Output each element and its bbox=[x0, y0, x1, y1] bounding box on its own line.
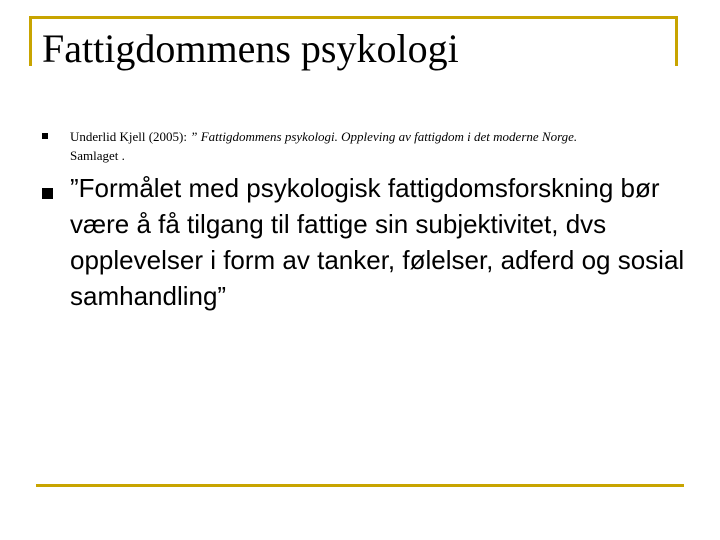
frame-top-line bbox=[29, 16, 678, 19]
frame-right-line bbox=[675, 16, 678, 66]
bullet-square-icon bbox=[42, 133, 48, 139]
frame-bottom-line bbox=[36, 484, 684, 487]
bullet-square-icon bbox=[42, 188, 53, 199]
quote-bullet: ”Formålet med psykologisk fattigdomsforskning bør være å få tilgang til fattige sin subjektivitet, dvs opplevelser i form av tanker, følelser, adferd og sosial samhandling” bbox=[70, 173, 685, 311]
slide-title: Fattigdommens psykologi bbox=[42, 26, 459, 71]
reference-author: Underlid Kjell (2005): bbox=[70, 129, 191, 144]
reference-publisher: Samlaget . bbox=[70, 148, 125, 163]
reference-title: ” Fattigdommens psykologi. Oppleving av fattigdom i det moderne Norge. bbox=[190, 129, 578, 144]
frame-left-line bbox=[29, 16, 32, 66]
reference-bullet bbox=[70, 127, 670, 165]
